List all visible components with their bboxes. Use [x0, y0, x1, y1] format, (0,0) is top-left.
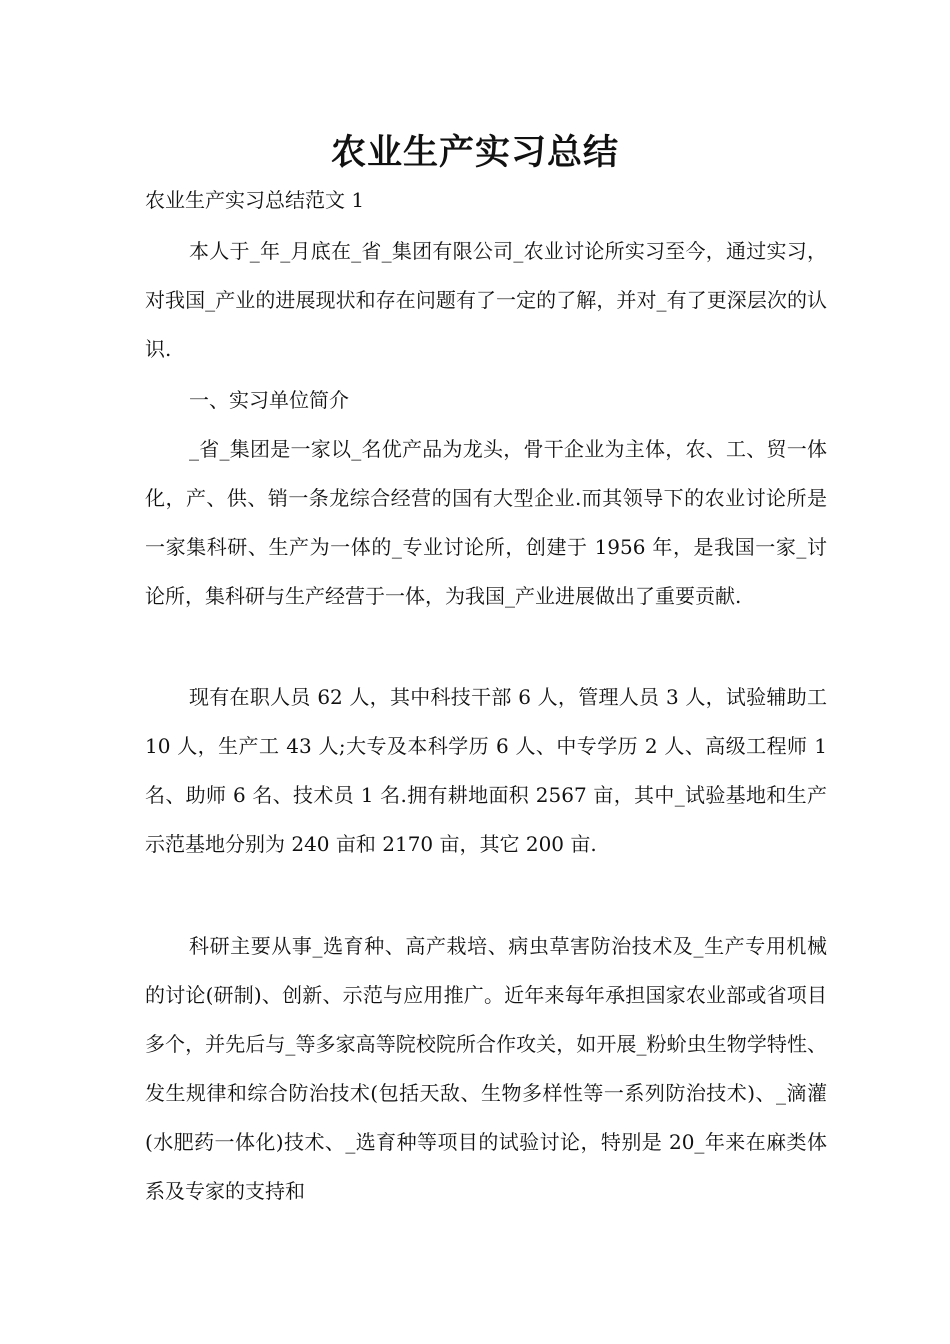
paragraph-staff-and-land: 现有在职人员 62 人，其中科技干部 6 人，管理人员 3 人，试验辅助工 10 人，生产工 43 人;大专及本科学历 6 人、中专学历 2 人、高级工程师 1 名、助师 6 名、技术员 1 名.拥有耕地面积 2567 亩，其中_试验基地和生产示范基地分别为 240 亩和 2170 亩，其它 200 亩. [145, 685, 827, 856]
paragraph-company-profile: _省_集团是一家以_名优产品为龙头，骨干企业为主体，农、工、贸一体化，产、供、销一条龙综合经营的国有大型企业.而其领导下的农业讨论所是一家集科研、生产为一体的_专业讨论所，创建于 1956 年，是我国一家_讨论所，集科研与生产经营于一体，为我国_产业进展做出了重要贡献. [145, 437, 827, 608]
paragraph-research-work: 科研主要从事_选育种、高产栽培、病虫草害防治技术及_生产专用机械的讨论(研制)、创新、示范与应用推广。近年来每年承担国家农业部或省项目多个，并先后与_等多家高等院校院所合作攻关，如开展_粉蚧虫生物学特性、发生规律和综合防治技术(包括天敌、生物多样性等一系列防治技术)、_滴灌(水肥药一体化)技术、_选育种等项目的试验讨论，特别是 20_年来在麻类体系及专家的支持和 [145, 934, 827, 1203]
document-subtitle: 农业生产实习总结范文 1 [145, 188, 365, 212]
paragraph-internship-intro: 本人于_年_月底在_省_集团有限公司_农业讨论所实习至今，通过实习，对我国_产业的进展现状和存在问题有了一定的了解，并对_有了更深层次的认识. [145, 239, 827, 361]
document-title: 农业生产实习总结 [330, 132, 619, 173]
section-heading-unit-overview: 一、实习单位简介 [189, 388, 349, 412]
